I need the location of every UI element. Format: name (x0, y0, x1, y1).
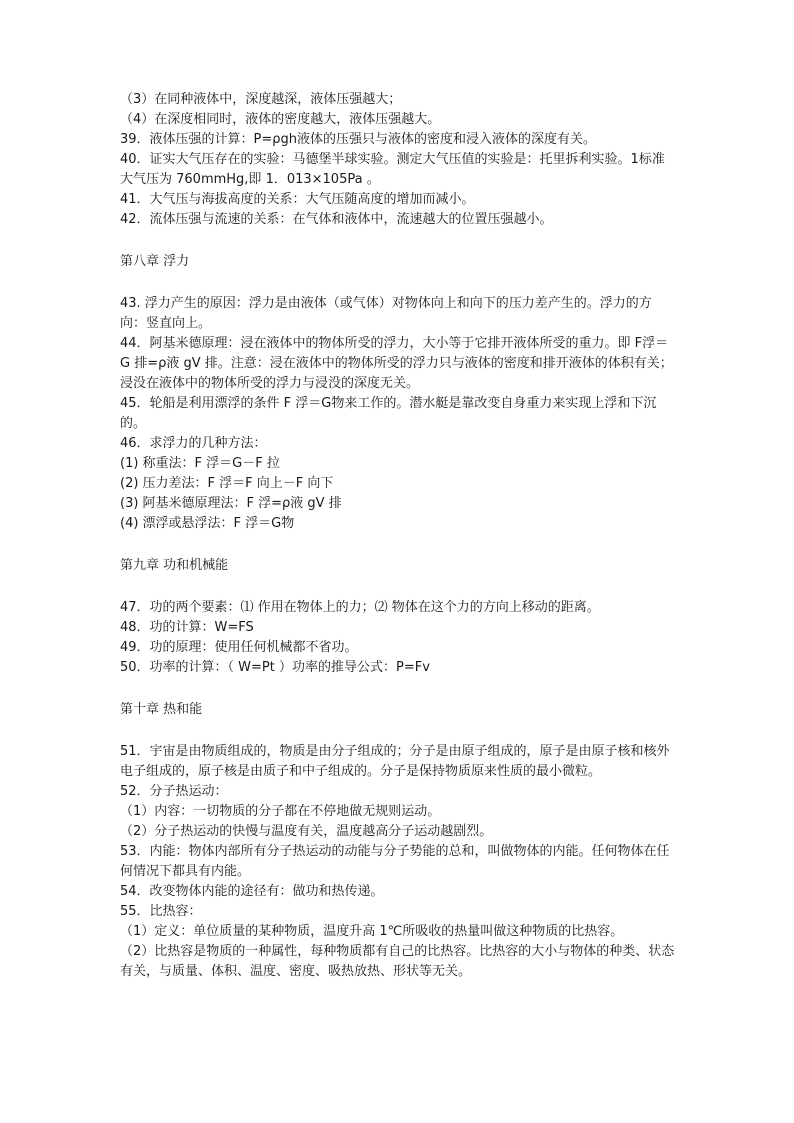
text-line: 47．功的两个要素：⑴ 作用在物体上的力；⑵ 物体在这个力的方向上移动的距离。 (120, 600, 600, 615)
text-line: 50．功率的计算：（ W=Pt ）功率的推导公式：P=Fv (120, 660, 430, 675)
text-paragraph: 43. 浮力产生的原因：浮力是由液体（或气体）对物体向上和向下的压力差产生的。浮力的方向：竖直向上。 (120, 296, 652, 331)
text-line: (1) 称重法：F 浮＝G－F 拉 (120, 456, 280, 471)
text-line: 39．液体压强的计算：P=ρgh液体的压强只与液体的密度和浸入液体的深度有关。 (120, 132, 597, 147)
text-line: (3) 阿基米德原理法：F 浮=ρ液 gV 排 (120, 496, 342, 511)
text-paragraph: （2）比热容是物质的一种属性，每种物质都有自己的比热容。比热容的大小与物体的种类、状态有关，与质量、体积、温度、密度、吸热放热、形状等无关。 (120, 944, 675, 979)
text-paragraph: 53．内能：物体内部所有分子热运动的动能与分子势能的总和，叫做物体的内能。任何物体在任何情况下都具有内能。 (120, 844, 670, 879)
document-page (120, 90, 680, 982)
chapter-8-heading: 第八章 浮力 (120, 254, 190, 269)
text-line: （1）定义：单位质量的某种物质，温度升高 1℃所吸收的热量叫做这种物质的比热容。 (120, 924, 624, 939)
text-paragraph: 51．宇宙是由物质组成的，物质是由分子组成的；分子是由原子组成的，原子是由原子核和核外电子组成的，原子核是由质子和中子组成的。分子是保持物质原来性质的最小微粒。 (120, 744, 670, 779)
text-line: (2) 压力差法：F 浮＝F 向上－F 向下 (120, 476, 334, 491)
text-paragraph: 45．轮船是利用漂浮的条件 F 浮＝G物来工作的。潜水艇是靠改变自身重力来实现上浮和下沉的。 (120, 396, 657, 431)
text-line: 52．分子热运动： (120, 784, 228, 799)
text-line: 55．比热容： (120, 904, 202, 919)
text-line: 42．流体压强与流速的关系：在气体和液体中，流速越大的位置压强越小。 (120, 212, 553, 227)
text-paragraph: 44．阿基米德原理：浸在液体中的物体所受的浮力，大小等于它排开液体所受的重力。即 F浮＝G 排=ρ液 gV 排。注意：浸在液体中的物体所受的浮力只与液体的密度和排开液体的体积有关；浸没在液体中的物体所受的浮力与浸没的深度无关。 (120, 336, 673, 391)
text-paragraph: 40．证实大气压存在的实验：马德堡半球实验。测定大气压值的实验是：托里拆利实验。1标准大气压为 760mmHg,即 1．013×105Pa 。 (120, 152, 665, 187)
text-line: 49．功的原理：使用任何机械都不省功。 (120, 640, 358, 655)
text-line: (4) 漂浮或悬浮法：F 浮＝G物 (120, 516, 295, 531)
chapter-10-heading: 第十章 热和能 (120, 702, 203, 717)
text-line: （1）内容：一切物质的分子都在不停地做无规则运动。 (120, 804, 441, 819)
text-line: 46．求浮力的几种方法： (120, 436, 267, 451)
text-line: （4）在深度相同时，液体的密度越大，液体压强越大。 (120, 112, 441, 127)
text-line: （2）分子热运动的快慢与温度有关，温度越高分子运动越剧烈。 (120, 824, 493, 839)
text-line: 54．改变物体内能的途径有：做功和热传递。 (120, 884, 384, 899)
text-line: 48．功的计算：W=FS (120, 620, 254, 635)
chapter-9-heading: 第九章 功和机械能 (120, 558, 229, 573)
text-line: （3）在同种液体中，深度越深，液体压强越大； (120, 92, 402, 107)
text-line: 41．大气压与海拔高度的关系：大气压随高度的增加而减小。 (120, 192, 475, 207)
